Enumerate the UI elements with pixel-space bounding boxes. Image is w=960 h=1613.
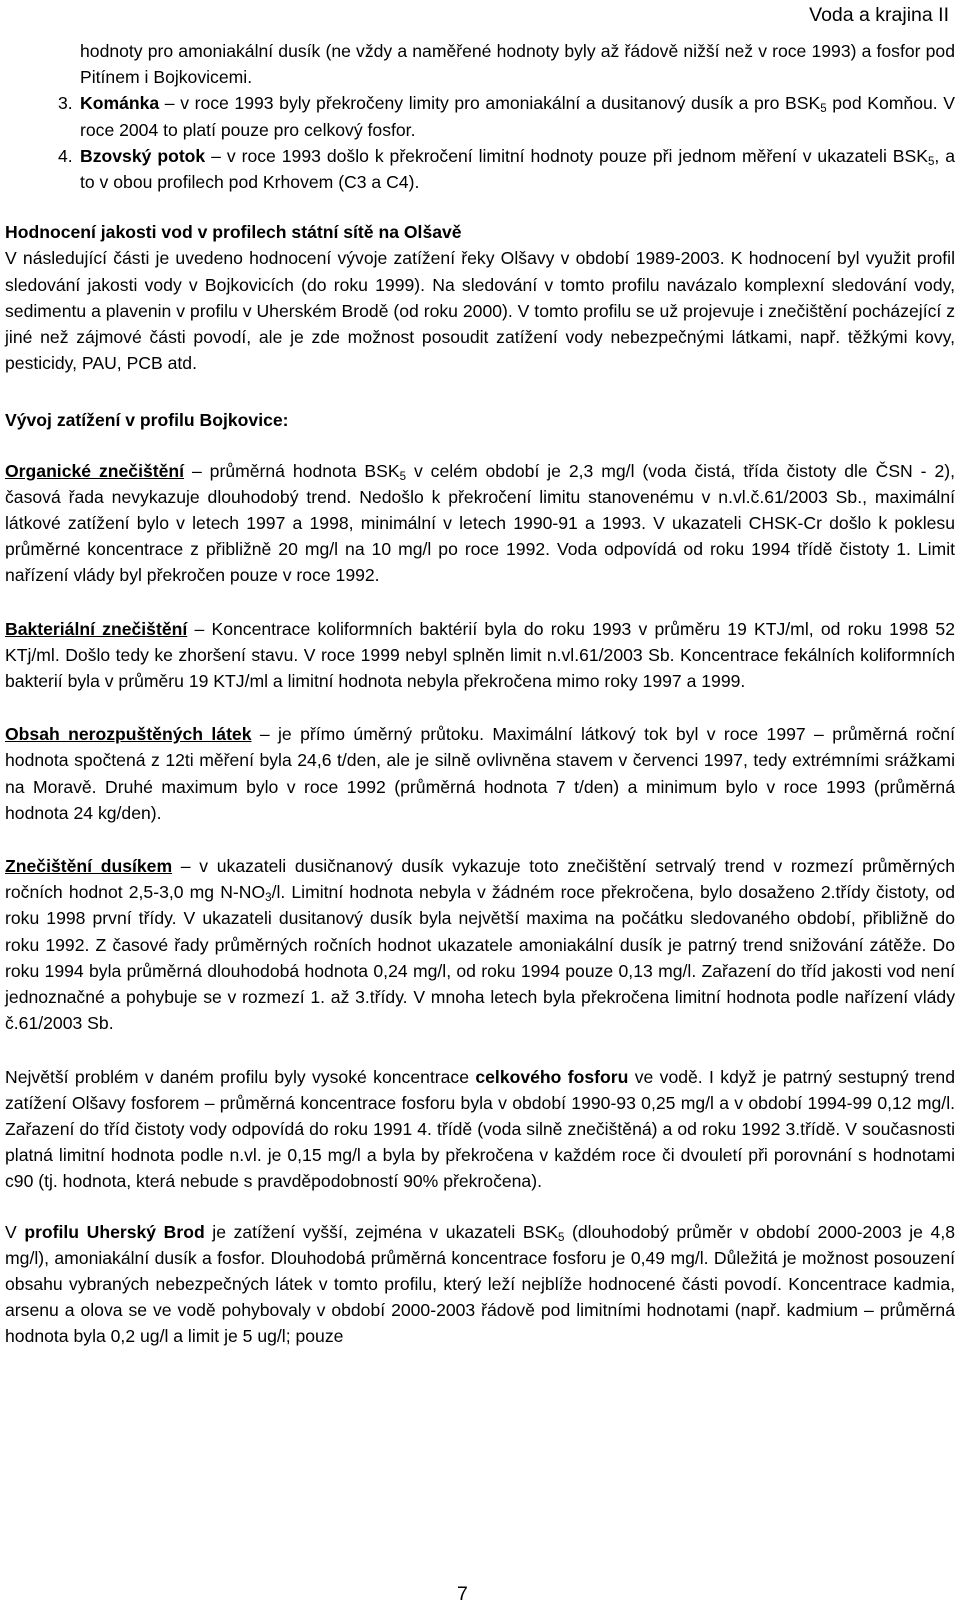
list-item-bzovsky-potok: 4. Bzovský potok – v roce 1993 došlo k překročení limitní hodnoty pouze při jednom měření v ukazateli $BSK_5$, a to v obou profilech pod Krhovem (C3 a C4).: [5, 143, 955, 195]
term-label: Obsah nerozpuštěných látek: [5, 724, 252, 745]
page-number: 7: [457, 1583, 468, 1605]
profile-list: [5, 38, 955, 195]
paragraph-nitrogen-pollution: Znečištění dusíkem – v ukazateli dusičnanový dusík vykazuje toto znečištění setrvalý trend v rozmezí průměrných ročních hodnot 2,5-3,0 mg $N-NO_3/l$. Limitní hodnota nebyla v žádném roce překročena, bylo dosaženo 2.třídy čistoty, od roku 1998 první třídy. V ukazateli dusitanový dusík byla největší maxima na počátku sledovaného období, přibližně do roku 1992. Z časové řady průměrných ročních hodnot ukazatele amoniakální dusík je patrný trend snižování zátěže. Do roku 1994 byla průměrná dlouhodobá hodnota 0,24 mg/l, od roku 1994 pouze 0,13 mg/l. Zařazení do tříd jakosti vod není jednoznačné a pohybuje se v rozmezí 1. až 3.třídy. V mnoha letech byla překročena limitní hodnota podle nařízení vlády č.61/2003 Sb.: [5, 856, 955, 1034]
stream-name: Kománka: [80, 93, 160, 114]
paragraph-phosphorus: Největší problém v daném profilu byly vysoké koncentrace celkového fosforu ve vodě. I když je patrný sestupný trend zatížení Olšavy fosforem – průměrná koncentrace fosforu byla v období 1990-93 0,25 mg/l a v období 1994-99 0,12 mg/l. Zařazení do tříd čistoty vody odpovídá do roku 1991 4. třídě (voda silně znečištěná) a od roku 1992 3.třídě. V současnosti platná limitní hodnota podle n.vl. je 0,15 mg/l a byla by překročena v každém roce či dvouletí při porovnání s hodnotami c90 (tj. hodnota, která nebude s pravděpodobností 90% překročena).: [5, 1066, 955, 1192]
paragraph-insoluble-substances: Obsah nerozpuštěných látek – je přímo úměrný průtoku. Maximální látkový tok byl v roce 1997 – průměrná roční hodnota spočtená z 12ti měření byla 24,6 t/den, ale je silně ovlivněna stavem v červenci 1997, tedy extrémními srážkami na Moravě. Druhé maximum bylo v roce 1992 (průměrná hodnota 7 t/den) a minimum bylo v roce 1993 (průměrná hodnota 24 kg/den).: [5, 724, 955, 823]
paragraph-bacterial-pollution: Bakteriální znečištění – Koncentrace koliformních baktérií byla do roku 1993 v průměru 19 KTJ/ml, od roku 1998 52 KTj/ml. Došlo tedy ke zhoršení stavu. V roce 1999 nebyl splněn limit n.vl.61/2003 Sb. Koncentrace fekálních koliformních bakterií byla v průměru 19 KTJ/ml a limitní hodnota nebyla překročena mimo roky 1997 a 1999.: [5, 618, 955, 692]
list-number: 4.: [58, 145, 73, 166]
list-item-komanka: 3. Kománka – v roce 1993 byly překročeny limity pro amoniakální a dusitanový dusík a pro $BSK_5$ pod Komňou. V roce 2004 to platí pouze pro celkový fosfor.: [5, 90, 955, 142]
term-label: Organické znečištění: [5, 460, 185, 481]
paragraph-uhersky-brod: V profilu Uherský Brod je zatížení vyšší, zejména v ukazateli $BSK_5$ (dlouhodobý průměr v období 2000-2003 je 4,8 mg/l), amoniakální dusík a fosfor. Dlouhodobá průměrná koncentrace fosforu je 0,49 mg/l. Důležitá je možnost posouzení obsahu vybraných nebezpečných látek v tomto profilu, který leží nejblíže hodnocené části povodí. Koncentrace kadmia, arsenu a olova se ve vodě pohybovaly v období 2000-2003 řádově pod limitními hodnotami (např. kadmium – průměrná hodnota byla 0,2 ug/l a limit je 5 ug/l; pouze: [5, 1221, 956, 1347]
section-heading-bojkovice: Vývoj zatížení v profilu Bojkovice:: [5, 410, 289, 431]
term-label: Bakteriální znečištění: [5, 618, 188, 639]
running-header: Voda a krajina II: [809, 4, 949, 26]
page-content: [5, 38, 955, 1350]
paragraph-olsava: V následující části je uvedeno hodnocení vývoje zatížení řeky Olšavy v období 1989-2003. K hodnocení byl využit profil sledování jakosti vody v Bojkovicích (do roku 1999). Na sledování v tomto profilu navázalo komplexní sledování vody, sedimentu a plavenin v profilu v Uherském Brodě (od roku 2000). V tomto profilu se už projevuje i znečištění pocházející z jiné než zájmové části povodí, ale je zde možnost posoudit zatížení vody nebezpečnými látkami, např. těžkými kovy, pesticidy, PAU, PCB atd.: [5, 248, 955, 374]
list-item-continuation: hodnoty pro amoniakální dusík (ne vždy a naměřené hodnoty byly až řádově nižší než v roce 1993) a fosfor pod Pitínem i Bojkovicemi.: [80, 41, 955, 88]
section-heading-olsava: Hodnocení jakosti vod v profilech státní sítě na Olšavě: [5, 222, 462, 243]
paragraph-organic-pollution: Organické znečištění – průměrná hodnota $BSK_5$ v celém období je 2,3 mg/l (voda čistá, třída čistoty dle ČSN - 2), časová řada nevykazuje dlouhodobý trend. Nedošlo k překročení limitu stanovenému v n.vl.č.61/2003 Sb., maximální látkové zatížení bylo v letech 1997 a 1998, minimální v letech 1990-91 a 1993. V ukazateli CHSK-Cr došlo k poklesu průměrné koncentrace z přibližně 20 mg/l na 10 mg/l po roce 1992. Voda odpovídá od roku 1994 třídě čistoty 1. Limit nařízení vlády byl překročen pouze v roce 1992.: [5, 460, 955, 586]
term-label: Znečištění dusíkem: [5, 856, 173, 877]
list-number: 3.: [58, 93, 73, 114]
stream-name: Bzovský potok: [80, 145, 206, 166]
